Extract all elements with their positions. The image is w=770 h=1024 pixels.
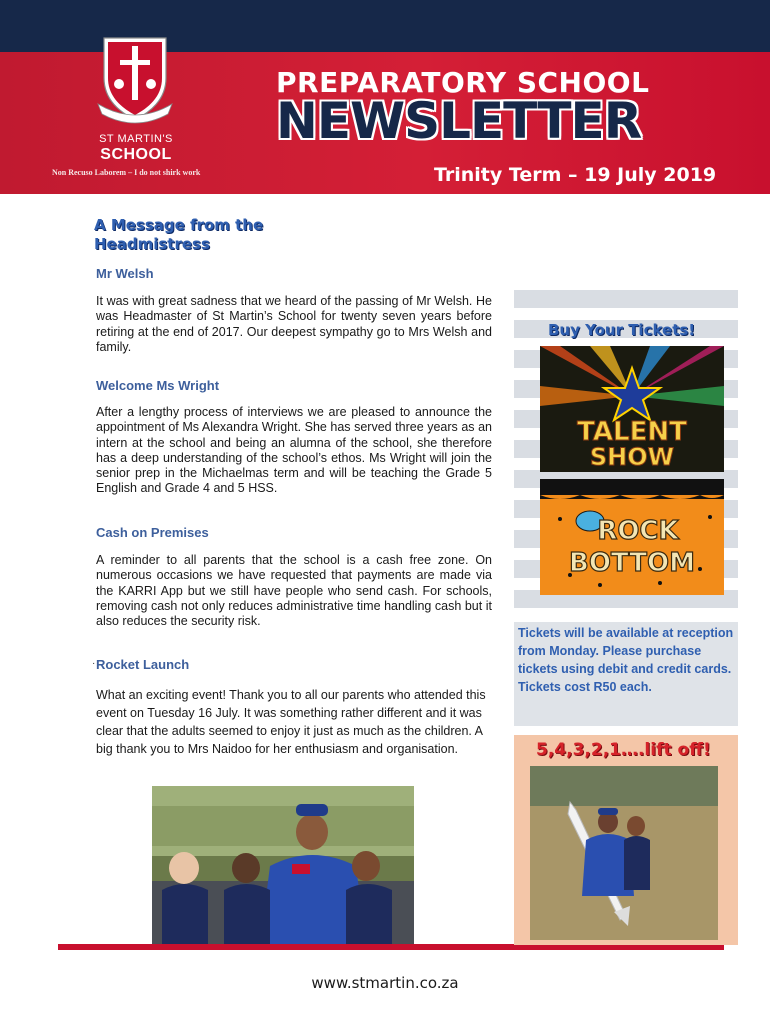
- school-motto: Non Recuso Laborem – I do not shirk work: [52, 168, 201, 177]
- section-heading-rocket: Rocket Launch: [96, 657, 190, 672]
- newsletter-subtitle: PREPARATORY SCHOOL: [276, 66, 650, 99]
- section-body-welcome: After a lengthy process of interviews we are pleased to announce the appointment of Ms Alexandra Wright. She has served three years as an intern at the school and being an alumna of the school, she therefore has a deep understanding of the school’s ethos. Ms Wright will join the senior prep in the Michaelmas term and will be teaching the Grade 5 English and Grade 4 and 5 HSS.: [96, 405, 492, 496]
- school-crest-logo: [96, 34, 174, 124]
- section-body-mr-welsh: It was with great sadness that we heard of the passing of Mr Welsh. He was Headmaster of St Martin’s School for twenty seven years before retiring at the end of 2017. Our deepest sympathy go to Mrs Welsh and family.: [96, 294, 492, 354]
- section-heading-mr-welsh: Mr Welsh: [96, 266, 154, 281]
- section-body-cash: A reminder to all parents that the school is a cash free zone. On numerous occasions we have requested that payments are made via the KARRI App but we still have people who send cash. For schools, removing cash not only reduces administrative time handling cash but it also reduces the security risk.: [96, 553, 492, 629]
- school-name: [90, 133, 182, 164]
- talent-show-line1: TALENT: [577, 417, 687, 447]
- rocket-liftoff-photo: [530, 766, 718, 940]
- footer-website: www.stmartin.co.za: [311, 974, 459, 992]
- section-heading-welcome: Welcome Ms Wright: [96, 378, 220, 393]
- rocket-launch-group-photo: [152, 786, 414, 944]
- ticket-info-text: Tickets will be available at reception from Monday. Please purchase tickets using debit and credit cards. Tickets cost R50 each.: [518, 626, 734, 694]
- stray-dot: ·: [92, 658, 96, 669]
- section-heading-cash: Cash on Premises: [96, 525, 209, 540]
- message-title: A Message from the Headmistress: [94, 216, 264, 253]
- liftoff-heading: 5,4,3,2,1….lift off!: [536, 740, 711, 760]
- rock-bottom-poster: [540, 479, 724, 595]
- talent-show-line2: SHOW: [589, 443, 675, 471]
- rock-bottom-line2: BOTTOM: [569, 548, 695, 578]
- section-body-rocket: What an exciting event! Thank you to all our parents who attended this event on Tuesday 16 July. It was something rather different and it was clear that the adults seemed to enjoy it just as much as the children. A big thank you to Mrs Naidoo for her enthusiasm and organisation.: [96, 688, 486, 756]
- school-name-line2: SCHOOL: [100, 146, 172, 163]
- newsletter-title: NEWSLETTER: [276, 92, 642, 150]
- school-name-line1: ST MARTIN'S: [99, 133, 173, 145]
- buy-tickets-heading: Buy Your Tickets!: [548, 321, 696, 339]
- talent-show-poster: [540, 346, 724, 472]
- issue-date: Trinity Term – 19 July 2019: [434, 164, 717, 186]
- rock-bottom-line1: ROCK: [597, 516, 679, 546]
